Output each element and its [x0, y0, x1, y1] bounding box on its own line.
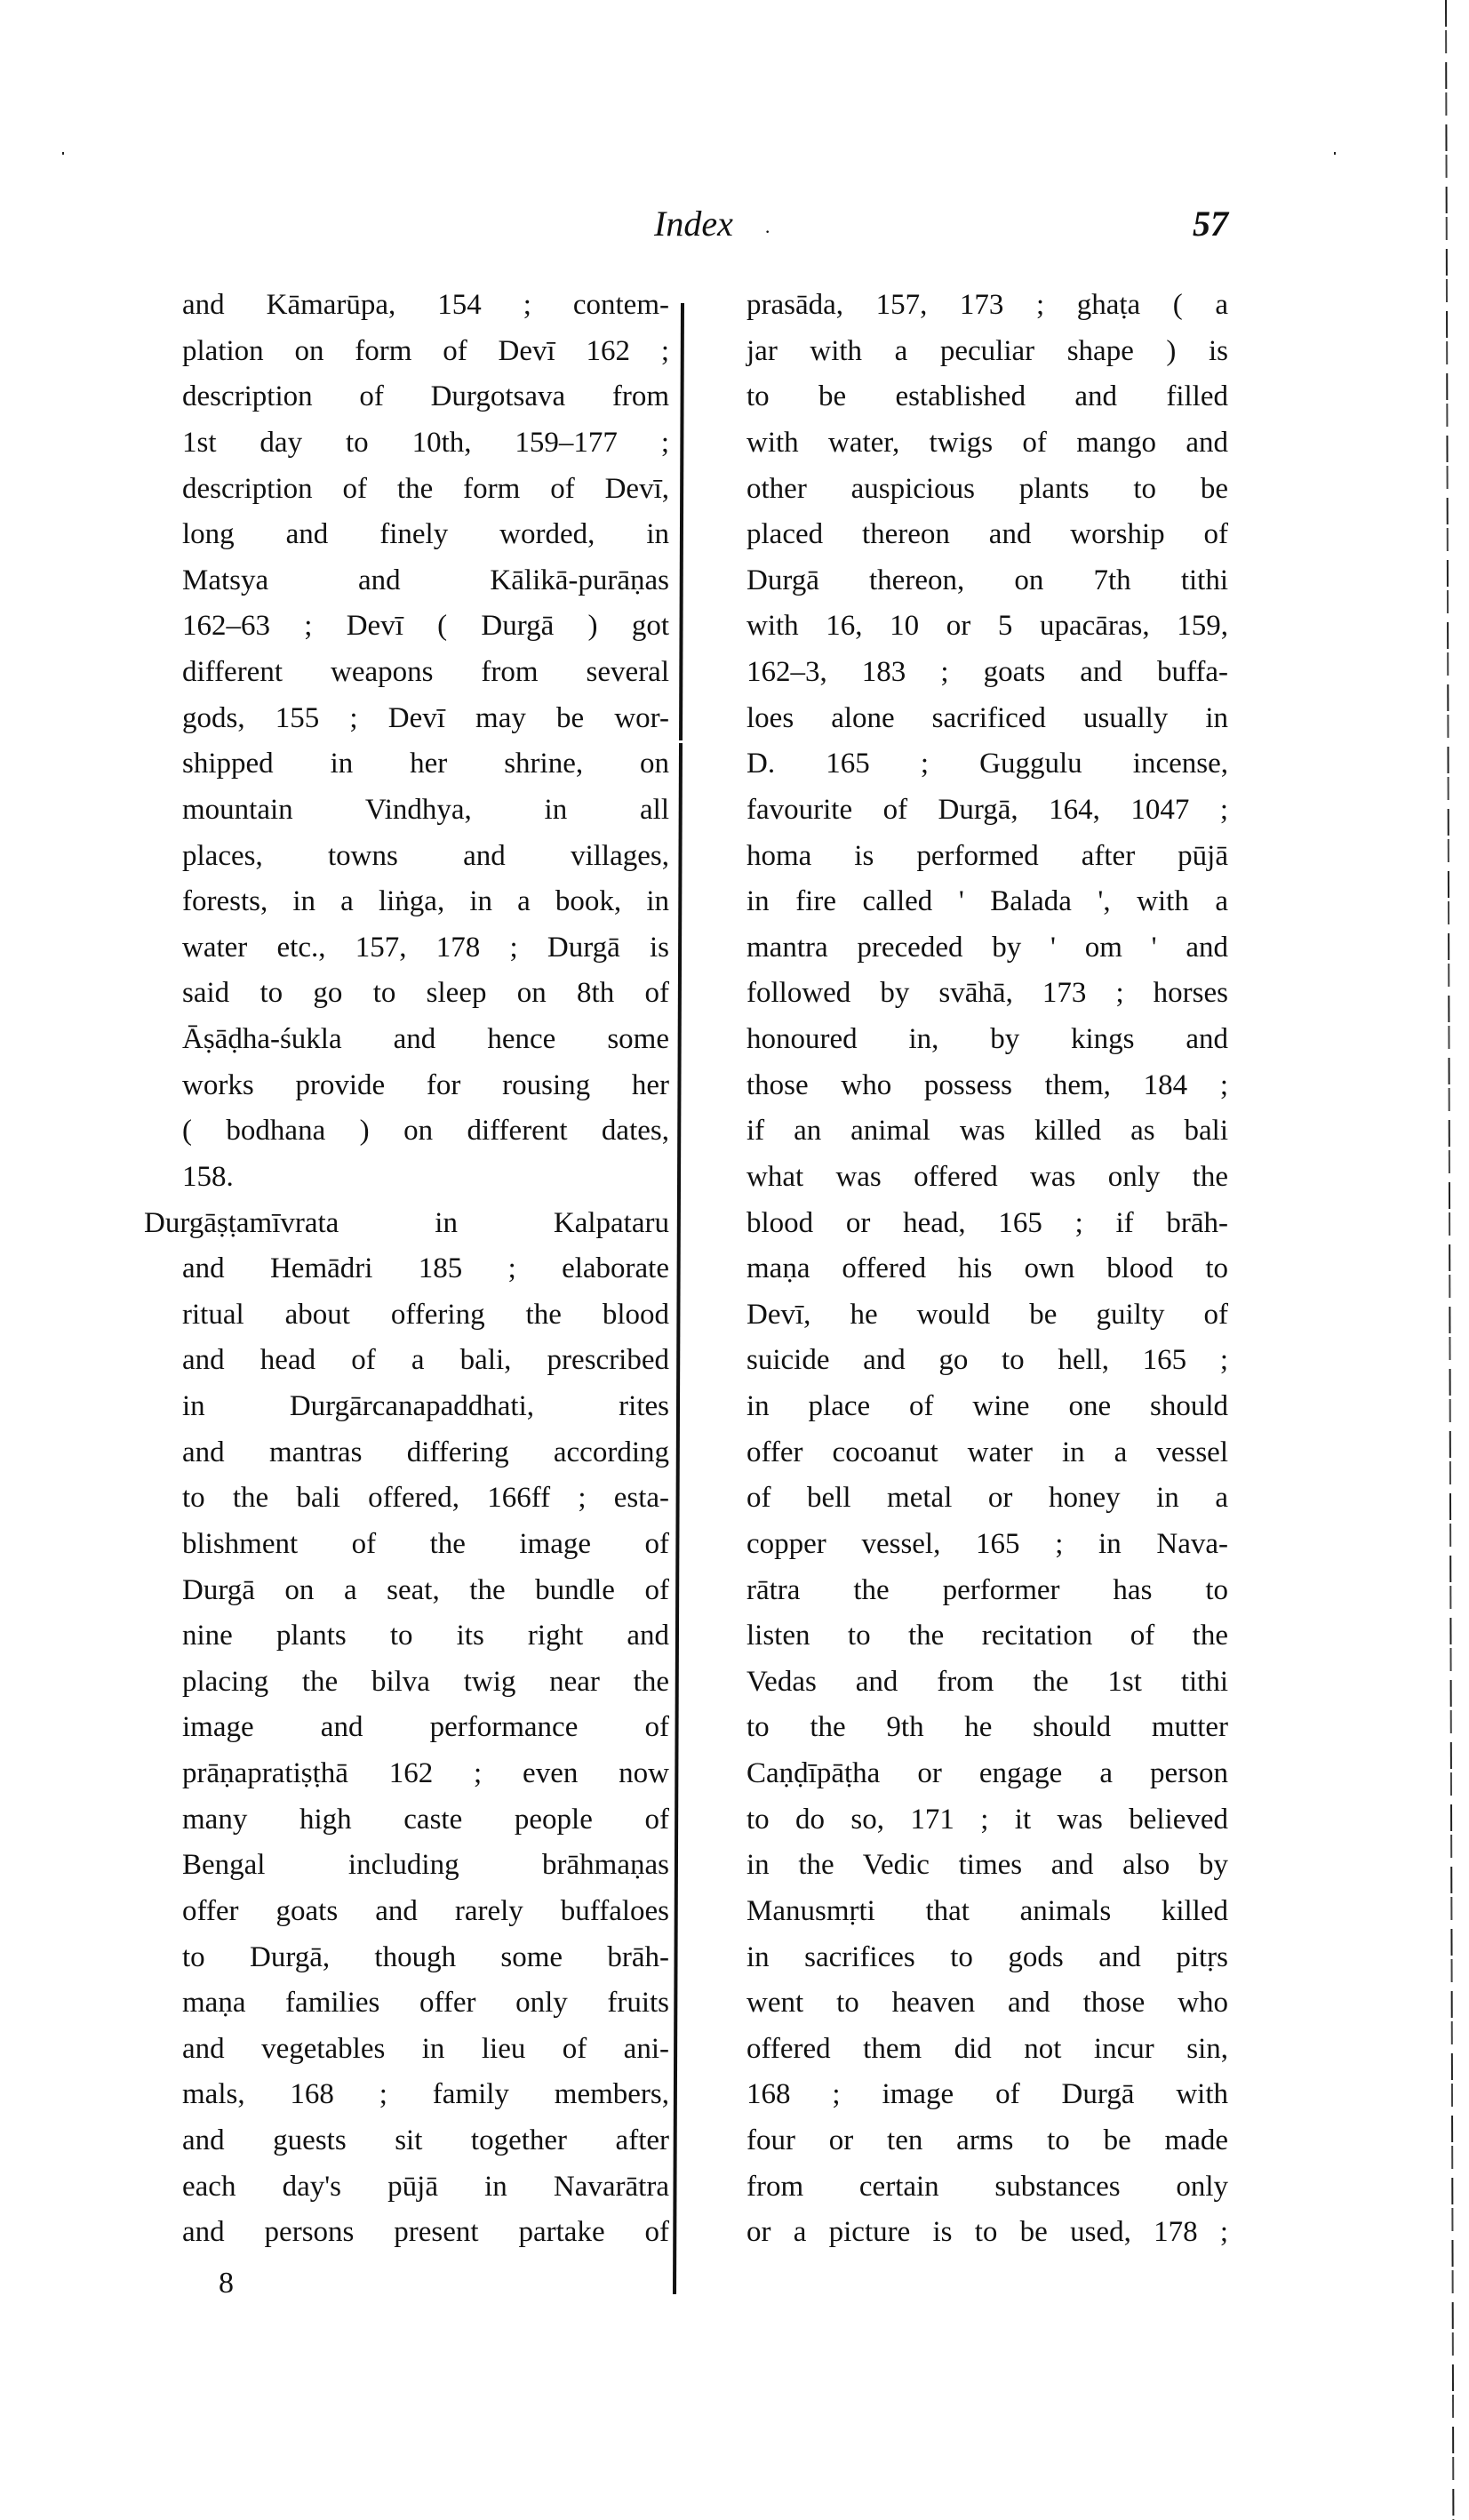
index-line: water etc., 157, 178 ; Durgā is — [182, 931, 669, 964]
index-line: with 16, 10 or 5 upacāras, 159, — [746, 610, 1228, 643]
index-line: works provide for rousing her — [182, 1068, 669, 1101]
index-line: or a picture is to be used, 178 ; — [746, 2216, 1228, 2249]
index-line: to the 9th he should mutter — [746, 1711, 1228, 1744]
index-line: mantra preceded by ' om ' and — [746, 931, 1228, 964]
index-line: homa is performed after pūjā — [746, 839, 1228, 872]
index-entry-heading: Durgāṣṭamīvrata in Kalpataru — [144, 1206, 669, 1239]
index-line: favourite of Durgā, 164, 1047 ; — [746, 793, 1228, 826]
index-line: Manusmṛti that animals killed — [746, 1894, 1228, 1927]
index-line: maṇa families offer only fruits — [182, 1987, 669, 2020]
index-line: maṇa offered his own blood to — [746, 1252, 1228, 1285]
index-column-right — [746, 283, 1228, 2256]
index-line: shipped in her shrine, on — [182, 748, 669, 780]
index-line: plation on form of Devī 162 ; — [182, 334, 669, 367]
index-line: in place of wine one should — [746, 1390, 1228, 1422]
index-line: image and performance of — [182, 1711, 669, 1744]
index-line: suicide and go to hell, 165 ; — [746, 1344, 1228, 1377]
index-line: long and finely worded, in — [182, 518, 669, 551]
index-line: and head of a bali, prescribed — [182, 1344, 669, 1377]
index-line: those who possess them, 184 ; — [746, 1068, 1228, 1101]
index-line: 168 ; image of Durgā with — [746, 2078, 1228, 2111]
index-line: 162–63 ; Devī ( Durgā ) got — [182, 610, 669, 643]
index-line: in fire called ' Balada ', with a — [746, 885, 1228, 918]
index-line: 1st day to 10th, 159–177 ; — [182, 426, 669, 459]
index-line: each day's pūjā in Navarātra — [182, 2170, 669, 2203]
index-line: offer cocoanut water in a vessel — [746, 1436, 1228, 1468]
index-line: jar with a peculiar shape ) is — [746, 334, 1228, 367]
index-line: gods, 155 ; Devī may be wor- — [182, 701, 669, 734]
index-line: mals, 168 ; family members, — [182, 2078, 669, 2111]
index-line: ( bodhana ) on different dates, — [182, 1115, 669, 1148]
index-line: different weapons from several — [182, 656, 669, 688]
scan-speck — [1334, 152, 1336, 155]
index-line: honoured in, by kings and — [746, 1023, 1228, 1055]
index-line: offered them did not incur sin, — [746, 2032, 1228, 2065]
scan-page-edge — [1445, 0, 1454, 2520]
index-line: to do so, 171 ; it was believed — [746, 1803, 1228, 1836]
index-line: in sacrifices to gods and pitṛs — [746, 1940, 1228, 1973]
index-line: 162–3, 183 ; goats and buffa- — [746, 656, 1228, 688]
index-line: mountain Vindhya, in all — [182, 793, 669, 826]
signature-mark: 8 — [219, 2267, 234, 2300]
index-line: and Kāmarūpa, 154 ; contem- — [182, 289, 669, 321]
index-line: and guests sit together after — [182, 2124, 669, 2156]
index-line: to Durgā, though some brāh- — [182, 1940, 669, 1973]
index-line: blishment of the image of — [182, 1527, 669, 1560]
column-divider-rule — [673, 303, 684, 2294]
index-column-left — [144, 283, 669, 2256]
index-line: and mantras differing according — [182, 1436, 669, 1468]
index-line: from certain substances only — [746, 2170, 1228, 2203]
index-line: loes alone sacrificed usually in — [746, 701, 1228, 734]
index-line: of bell metal or honey in a — [746, 1482, 1228, 1515]
running-head-title: Index — [654, 204, 733, 244]
index-line: other auspicious plants to be — [746, 472, 1228, 505]
column-divider-break — [675, 740, 690, 743]
index-line: places, towns and villages, — [182, 839, 669, 872]
index-line: if an animal was killed as bali — [746, 1115, 1228, 1148]
index-line: ritual about offering the blood — [182, 1298, 669, 1331]
index-line: offer goats and rarely buffaloes — [182, 1894, 669, 1927]
index-line: Vedas and from the 1st tithi — [746, 1665, 1228, 1698]
index-line: in the Vedic times and also by — [746, 1849, 1228, 1882]
index-line: Caṇḍīpāṭha or engage a person — [746, 1757, 1228, 1789]
index-line: Durgā on a seat, the bundle of — [182, 1573, 669, 1606]
index-line: in Durgārcanapaddhati, rites — [182, 1390, 669, 1422]
index-line: followed by svāhā, 173 ; horses — [746, 977, 1228, 1010]
index-line: prāṇapratiṣṭhā 162 ; even now — [182, 1757, 669, 1789]
index-line: Durgā thereon, on 7th tithi — [746, 564, 1228, 596]
index-line: nine plants to its right and — [182, 1620, 669, 1652]
running-head-dot: · — [764, 220, 771, 243]
page-number: 57 — [1193, 204, 1228, 244]
index-line: and Hemādri 185 ; elaborate — [182, 1252, 669, 1285]
index-line: forests, in a liṅga, in a book, in — [182, 885, 669, 918]
index-line: and persons present partake of — [182, 2216, 669, 2249]
index-line: four or ten arms to be made — [746, 2124, 1228, 2156]
index-line: description of the form of Devī, — [182, 472, 669, 505]
index-line: prasāda, 157, 173 ; ghaṭa ( a — [746, 289, 1228, 321]
index-line: said to go to sleep on 8th of — [182, 977, 669, 1010]
index-line: and vegetables in lieu of ani- — [182, 2032, 669, 2065]
index-line: copper vessel, 165 ; in Nava- — [746, 1527, 1228, 1560]
index-line: description of Durgotsava from — [182, 380, 669, 413]
index-line: Bengal including brāhmaṇas — [182, 1849, 669, 1882]
index-line: with water, twigs of mango and — [746, 426, 1228, 459]
index-line: listen to the recitation of the — [746, 1620, 1228, 1652]
index-line: rātra the performer has to — [746, 1573, 1228, 1606]
index-line: Devī, he would be guilty of — [746, 1298, 1228, 1331]
scan-speck — [62, 152, 64, 155]
index-line: Matsya and Kālikā-purāṇas — [182, 564, 669, 596]
index-line: placing the bilva twig near the — [182, 1665, 669, 1698]
index-line: to be established and filled — [746, 380, 1228, 413]
index-line: to the bali offered, 166ff ; esta- — [182, 1482, 669, 1515]
index-line: what was offered was only the — [746, 1160, 1228, 1193]
index-line: placed thereon and worship of — [746, 518, 1228, 551]
index-line: many high caste people of — [182, 1803, 669, 1836]
index-line: Āṣāḍha-śukla and hence some — [182, 1023, 669, 1055]
index-line: D. 165 ; Guggulu incense, — [746, 748, 1228, 780]
index-line: blood or head, 165 ; if brāh- — [746, 1206, 1228, 1239]
index-line: went to heaven and those who — [746, 1987, 1228, 2020]
index-line: 158. — [182, 1160, 234, 1193]
